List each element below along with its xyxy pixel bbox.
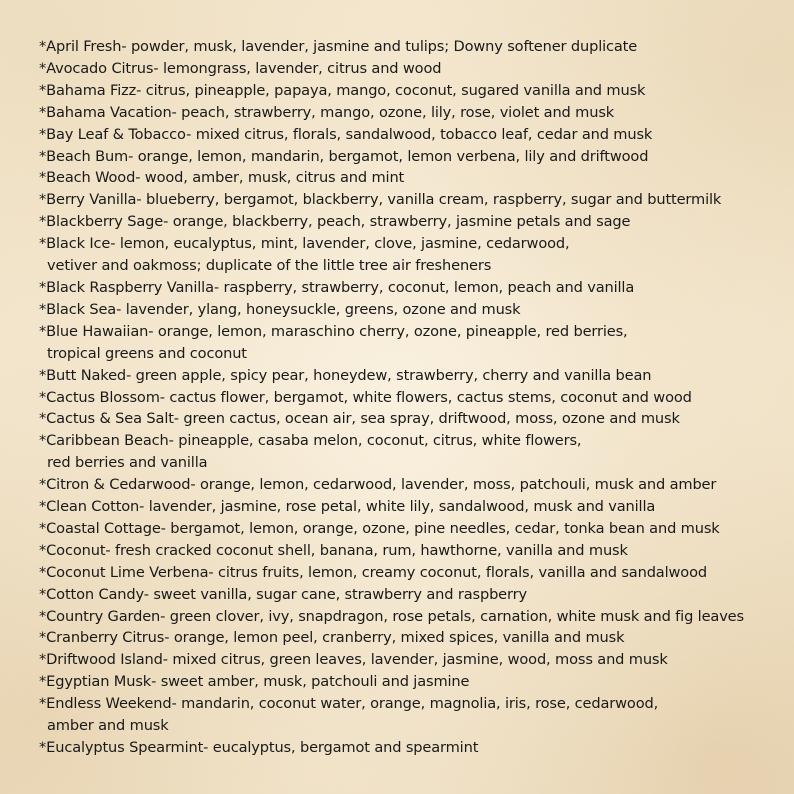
scent-list bbox=[39, 36, 779, 759]
scent-list-item: *Cotton Candy- sweet vanilla, sugar cane, strawberry and raspberry bbox=[39, 585, 527, 603]
scent-list-item: *Berry Vanilla- blueberry, bergamot, blackberry, vanilla cream, raspberry, sugar and buttermilk bbox=[39, 191, 722, 209]
scent-list-item: *Blue Hawaiian- orange, lemon, maraschino cherry, ozone, pineapple, red berries, bbox=[39, 322, 628, 340]
scent-list-item: *Bay Leaf & Tobacco- mixed citrus, florals, sandalwood, tobacco leaf, cedar and musk bbox=[39, 125, 653, 143]
scent-list-item: *Cranberry Citrus- orange, lemon peel, cranberry, mixed spices, vanilla and musk bbox=[39, 629, 625, 647]
scent-list-item: *Avocado Citrus- lemongrass, lavender, citrus and wood bbox=[39, 59, 442, 77]
scent-list-item: *Coconut- fresh cracked coconut shell, banana, rum, hawthorne, vanilla and musk bbox=[39, 541, 628, 559]
scent-list-item: *Country Garden- green clover, ivy, snapdragon, rose petals, carnation, white musk and fig leaves bbox=[39, 607, 744, 625]
scent-list-item: *Endless Weekend- mandarin, coconut water, orange, magnolia, iris, rose, cedarwood, bbox=[39, 695, 659, 713]
scent-list-continuation: vetiver and oakmoss; duplicate of the little tree air fresheners bbox=[47, 257, 492, 275]
scent-list-item: *Blackberry Sage- orange, blackberry, peach, strawberry, jasmine petals and sage bbox=[39, 213, 631, 231]
scent-list-item: *Beach Wood- wood, amber, musk, citrus and mint bbox=[39, 169, 405, 187]
scent-list-item: *April Fresh- powder, musk, lavender, jasmine and tulips; Downy softener duplicate bbox=[39, 38, 638, 55]
scent-list-item: *Eucalyptus Spearmint- eucalyptus, bergamot and spearmint bbox=[39, 739, 479, 756]
scent-list-item: *Bahama Fizz- citrus, pineapple, papaya, mango, coconut, sugared vanilla and musk bbox=[39, 81, 646, 99]
scent-list-item: *Clean Cotton- lavender, jasmine, rose petal, white lily, sandalwood, musk and vanilla bbox=[39, 498, 656, 516]
scent-list-item: *Beach Bum- orange, lemon, mandarin, bergamot, lemon verbena, lily and driftwood bbox=[39, 147, 649, 165]
scent-list-item: *Cactus Blossom- cactus flower, bergamot, white flowers, cactus stems, coconut and wood bbox=[39, 388, 692, 406]
scent-list-continuation: amber and musk bbox=[47, 717, 169, 735]
scent-list-item: *Black Raspberry Vanilla- raspberry, strawberry, coconut, lemon, peach and vanilla bbox=[39, 278, 635, 296]
scent-list-item: *Citron & Cedarwood- orange, lemon, cedarwood, lavender, moss, patchouli, musk and amber bbox=[39, 476, 717, 494]
scent-list-item: *Cactus & Sea Salt- green cactus, ocean air, sea spray, driftwood, moss, ozone and musk bbox=[39, 410, 680, 428]
scent-list-item: *Caribbean Beach- pineapple, casaba melon, coconut, citrus, white flowers, bbox=[39, 432, 582, 450]
scent-list-continuation: tropical greens and coconut bbox=[47, 344, 247, 362]
scent-list-item: *Black Sea- lavender, ylang, honeysuckle, greens, ozone and musk bbox=[39, 300, 521, 318]
scent-list-item: *Coconut Lime Verbena- citrus fruits, lemon, creamy coconut, florals, vanilla and sandalwood bbox=[39, 563, 707, 581]
scent-list-continuation: red berries and vanilla bbox=[47, 454, 208, 472]
scent-list-item: *Egyptian Musk- sweet amber, musk, patchouli and jasmine bbox=[39, 673, 470, 691]
scent-list-item: *Bahama Vacation- peach, strawberry, mango, ozone, lily, rose, violet and musk bbox=[39, 103, 615, 121]
scent-list-item: *Black Ice- lemon, eucalyptus, mint, lavender, clove, jasmine, cedarwood, bbox=[39, 235, 570, 253]
scent-list-item: *Butt Naked- green apple, spicy pear, honeydew, strawberry, cherry and vanilla bean bbox=[39, 366, 652, 384]
scent-list-item: *Coastal Cottage- bergamot, lemon, orange, ozone, pine needles, cedar, tonka bean and musk bbox=[39, 519, 720, 537]
scent-list-item: *Driftwood Island- mixed citrus, green leaves, lavender, jasmine, wood, moss and musk bbox=[39, 651, 668, 669]
